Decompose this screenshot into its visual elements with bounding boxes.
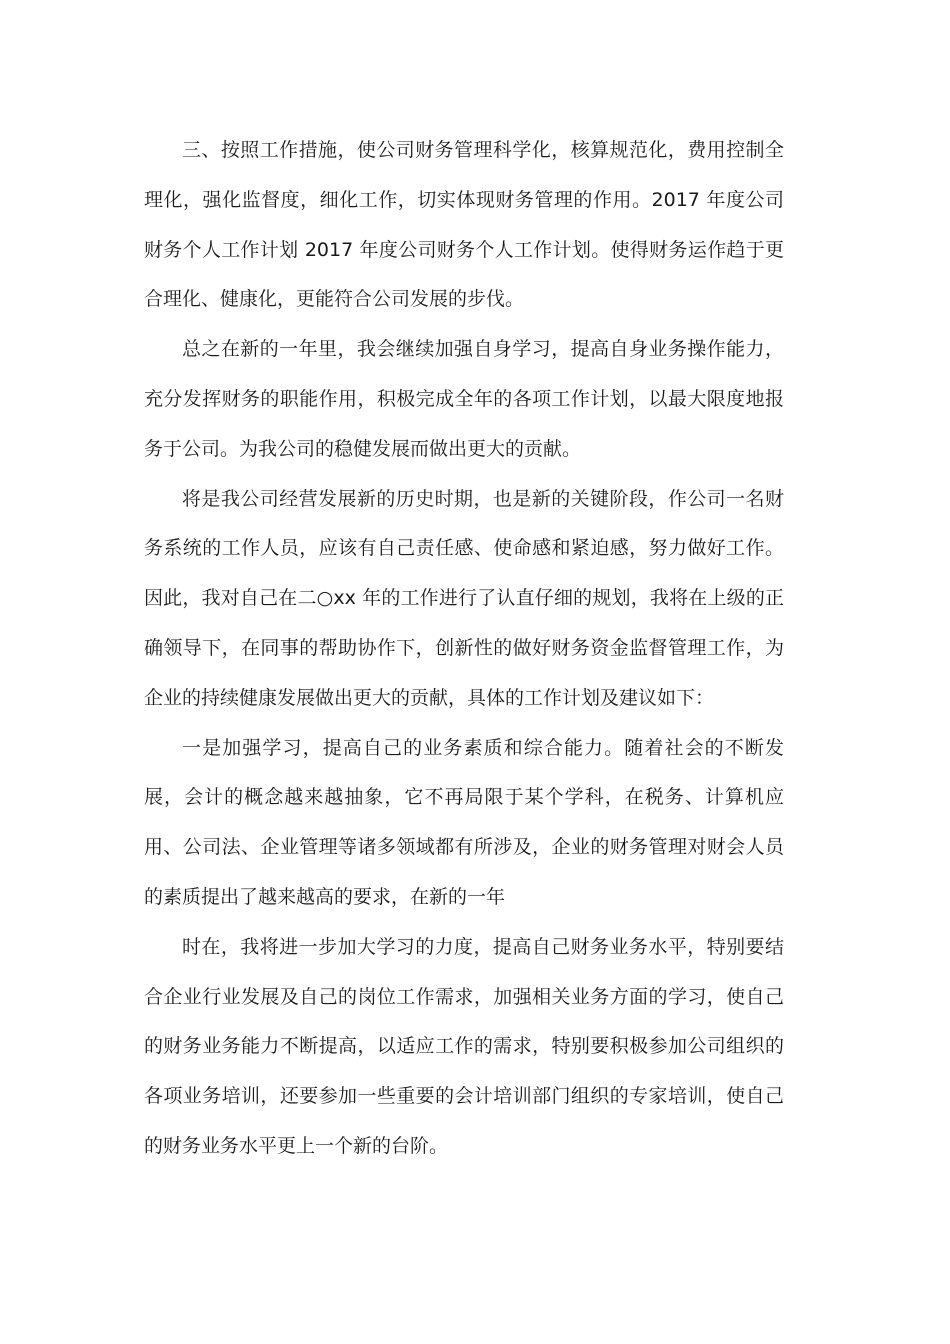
paragraph-5: 时在，我将进一步加大学习的力度，提高自己财务业务水平，特别要结合企业行业发展及自己的岗位工作需求，加强相关业务方面的学习，使自己的财务业务能力不断提高，以适应工作的需求，特别要积极参加公司组织的各项业务培训，还要参加一些重要的会计培训部门组织的专家培训，使自己的财务业务水平更上一个新的台阶。 [144, 935, 784, 1157]
document-body [144, 126, 784, 1172]
paragraph-1: 三、按照工作措施，使公司财务管理科学化，核算规范化，费用控制全理化，强化监督度，细化工作，切实体现财务管理的作用。2017 年度公司财务个人工作计划 2017 年度公司财务个人工作计划。使得财务运作趋于更合理化、健康化，更能符合公司发展的步伐。 [144, 139, 784, 311]
paragraph-3: 将是我公司经营发展新的历史时期，也是新的关键阶段，作公司一名财务系统的工作人员，应该有自己责任感、使命感和紧迫感，努力做好工作。因此，我对自己在二○xx 年的工作进行了认直仔细的规划，我将在上级的正确领导下，在同事的帮助协作下，创新性的做好财务资金监督管理工作，为企业的持续健康发展做出更大的贡献，具体的工作计划及建议如下： [144, 487, 784, 709]
paragraph-4: 一是加强学习，提高自己的业务素质和综合能力。随着社会的不断发展，会计的概念越来越抽象，它不再局限于某个学科，在税务、计算机应用、公司法、企业管理等诸多领域都有所涉及，企业的财务管理对财会人员的素质提出了越来越高的要求，在新的一年 [144, 736, 784, 908]
paragraph-2: 总之在新的一年里，我会继续加强自身学习，提高自身业务操作能力，充分发挥财务的职能作用，积极完成全年的各项工作计划，以最大限度地报务于公司。为我公司的稳健发展而做出更大的贡献。 [144, 338, 784, 460]
